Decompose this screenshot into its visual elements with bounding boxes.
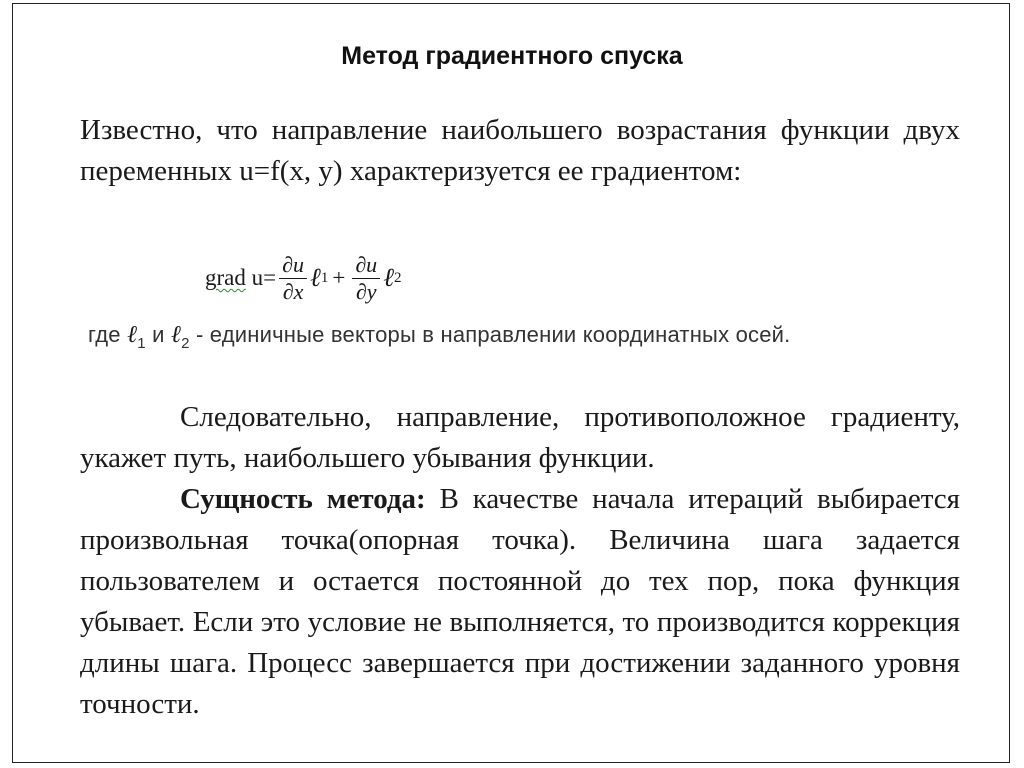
unit-vector-subscript: 1 (137, 335, 146, 352)
unit-vectors-note (88, 322, 790, 352)
fraction-denominator: ∂y (355, 278, 377, 304)
fraction-numerator: ∂u (352, 252, 380, 279)
conclusion-paragraph: Следовательно, направление, противоположное градиенту, укажет путь, наибольшего убывания функции. (80, 401, 960, 474)
formula-grad-word: grad (205, 265, 246, 290)
method-essence-heading: Сущность метода: (180, 483, 426, 515)
unit-vector-subscript: 2 (394, 269, 402, 286)
method-essence-text: В качестве начала итераций выбирается произвольная точка(опорная точка). Величина шага задается пользователем и остается постоянной до тех пор, пока функция убывает. Если это условие не выполняется, то производится коррекция длины шага. Процесс завершается при достижении заданного уровня точности. (80, 483, 960, 720)
formula-lhs-var: u= (251, 265, 277, 290)
unit-vector-symbol: ℓ (383, 263, 395, 292)
unit-vector-symbol: ℓ (309, 263, 321, 292)
note-text: - единичные векторы в направлении координатных осей. (195, 322, 791, 347)
fraction-du-dx (279, 252, 307, 305)
unit-vector-symbol: ℓ (170, 322, 182, 348)
intro-paragraph: Известно, что направление наибольшего возрастания функции двух переменных u=f(x, y) характеризуется ее градиентом: (80, 114, 960, 187)
method-essence-paragraph (80, 479, 960, 725)
unit-vector-subscript: 1 (320, 269, 329, 286)
gradient-formula (205, 244, 402, 312)
plus-sign: + (332, 265, 346, 290)
unit-vector-symbol: ℓ (127, 322, 138, 348)
fraction-numerator: ∂u (279, 252, 307, 279)
unit-vector-subscript: 2 (181, 335, 190, 352)
fraction-du-dy (352, 252, 380, 305)
slide-title: Метод градиентного спуска (341, 42, 683, 70)
note-and: и (152, 322, 165, 347)
note-where: где (88, 322, 121, 347)
fraction-denominator: ∂x (282, 278, 304, 304)
